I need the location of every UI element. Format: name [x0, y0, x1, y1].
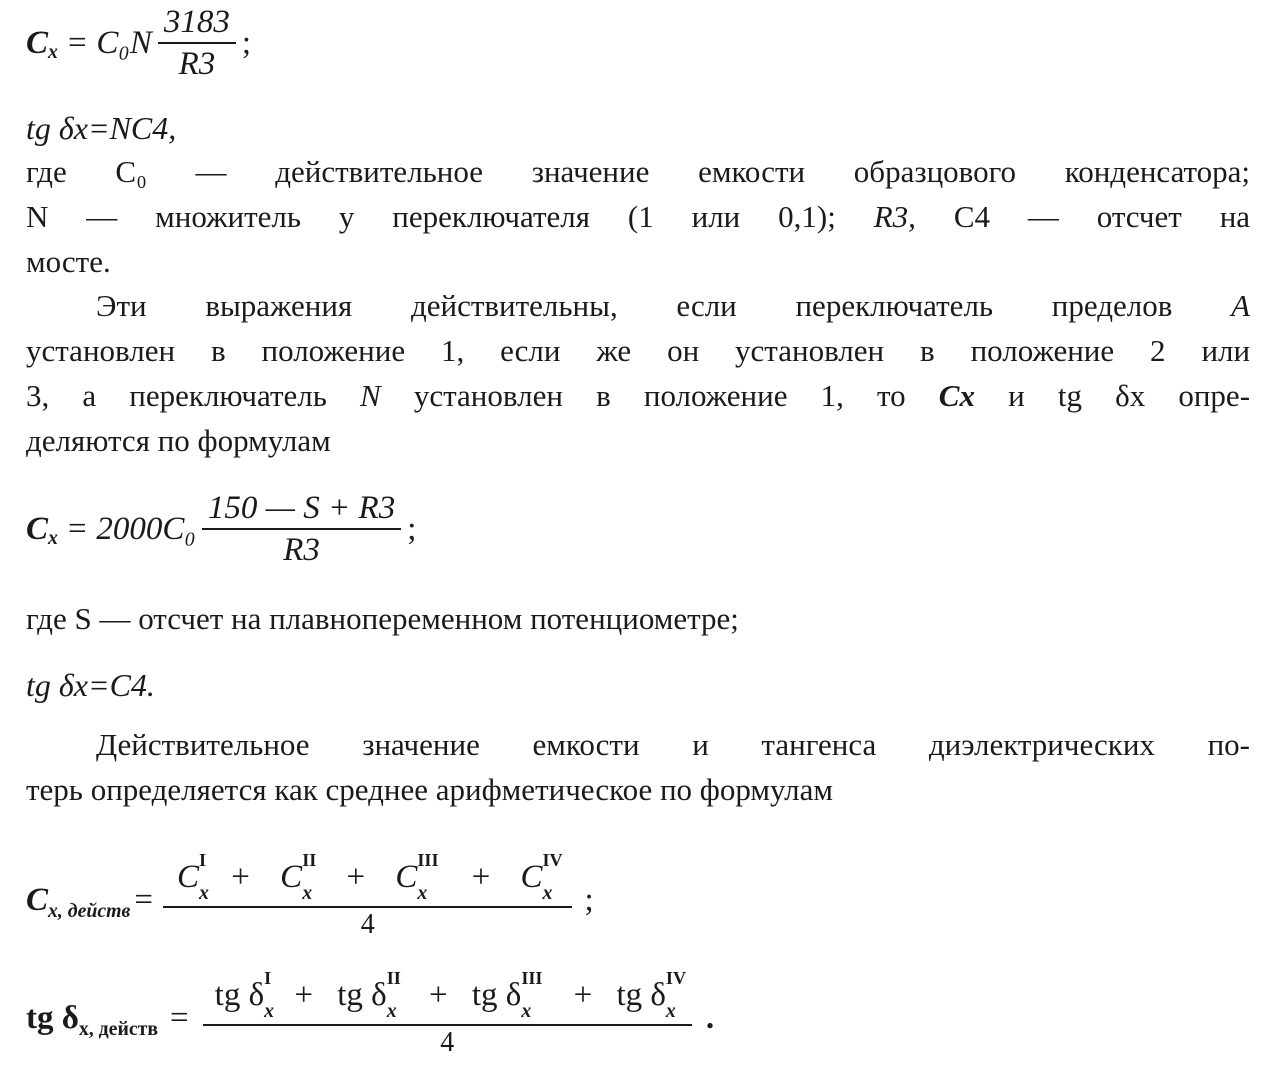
formula-tg-1: tg δx=NC4,	[26, 110, 177, 146]
formula-cx-2	[26, 488, 416, 570]
paragraph1-line-4: деляются по формулам	[26, 423, 331, 458]
formula6-numerator: tg δ I x + tg δ II x + tg δ III x + tg δ IV x	[203, 977, 692, 1025]
formula5-tail: ;	[584, 881, 594, 918]
formula5-fraction	[163, 850, 572, 940]
formula6-term-1: tg δ I x	[214, 968, 275, 1022]
definitions-line-3: мосте.	[26, 244, 111, 279]
formula6-eq: =	[170, 999, 189, 1036]
formula6-term-2: tg δ II x	[337, 968, 401, 1022]
formula-tg-2: tg δx=C4.	[26, 667, 155, 703]
formula6-denominator: 4	[440, 1026, 455, 1058]
formula6-tail: .	[705, 999, 715, 1036]
formula1-tail: ;	[241, 24, 252, 61]
formula6-term-4: tg δ IV x	[616, 968, 687, 1022]
formula1-fraction	[158, 4, 236, 83]
formula1-eq: = C₀N	[65, 24, 152, 61]
formula5-term-3: C III x	[395, 850, 439, 904]
paragraph2-line-2: терь определяется как среднее арифметическое по формулам	[26, 772, 834, 807]
formula5-eq: =	[134, 881, 154, 918]
paragraph1-line-1: Эти выражения действительны, если переключатель пределов A	[96, 288, 1250, 323]
s-definition: где S — отсчет на плавнопеременном потенциометре;	[26, 601, 739, 636]
formula5-numerator: C I x + C II x + C III x + C IV x	[163, 859, 572, 907]
formula3-denominator: R3	[283, 532, 320, 568]
formula5-term-2: C II x	[280, 850, 317, 904]
formula3-numerator: 150 — S + R3	[202, 490, 401, 530]
formula1-lhs: $C_x$	[26, 24, 58, 63]
formula5-denominator: 4	[360, 908, 375, 940]
formula6-lhs: tg $\delta_{x, действ}$	[26, 999, 159, 1040]
formula5-lhs: $C_{x, действ}$	[26, 881, 131, 922]
formula3-fraction	[202, 490, 401, 569]
formula3-lhs: $C_x$	[26, 510, 58, 549]
formula-cx-average	[26, 850, 594, 950]
definitions-line-2: N — множитель у переключателя (1 или 0,1); R3, C4 — отсчет на	[26, 199, 1251, 234]
paragraph1-line-2: установлен в положение 1, если же он установлен в положение 2 или	[26, 333, 1251, 368]
formula3-tail: ;	[407, 510, 417, 547]
formula-tg-average	[26, 968, 714, 1068]
formula3-eq: = 2000C₀	[65, 510, 196, 547]
formula6-term-3: tg δ III x	[471, 968, 543, 1022]
formula5-term-1: C I x	[177, 850, 209, 904]
formula6-fraction	[203, 968, 692, 1058]
formula-cx-1	[26, 3, 252, 82]
formula1-numerator: 3183	[158, 4, 236, 44]
paragraph1-line-3: 3, а переключатель N установлен в положение 1, то Cx и tg δx опре-	[26, 378, 1251, 413]
paragraph2-line-1: Действительное значение емкости и тангенса диэлектрических по-	[96, 727, 1250, 762]
definitions-line-1: где C₀ — действительное значение емкости образцового конденсатора;	[26, 154, 1251, 189]
formula1-denominator: R3	[178, 46, 216, 82]
formula5-term-4: C IV x	[520, 850, 563, 904]
